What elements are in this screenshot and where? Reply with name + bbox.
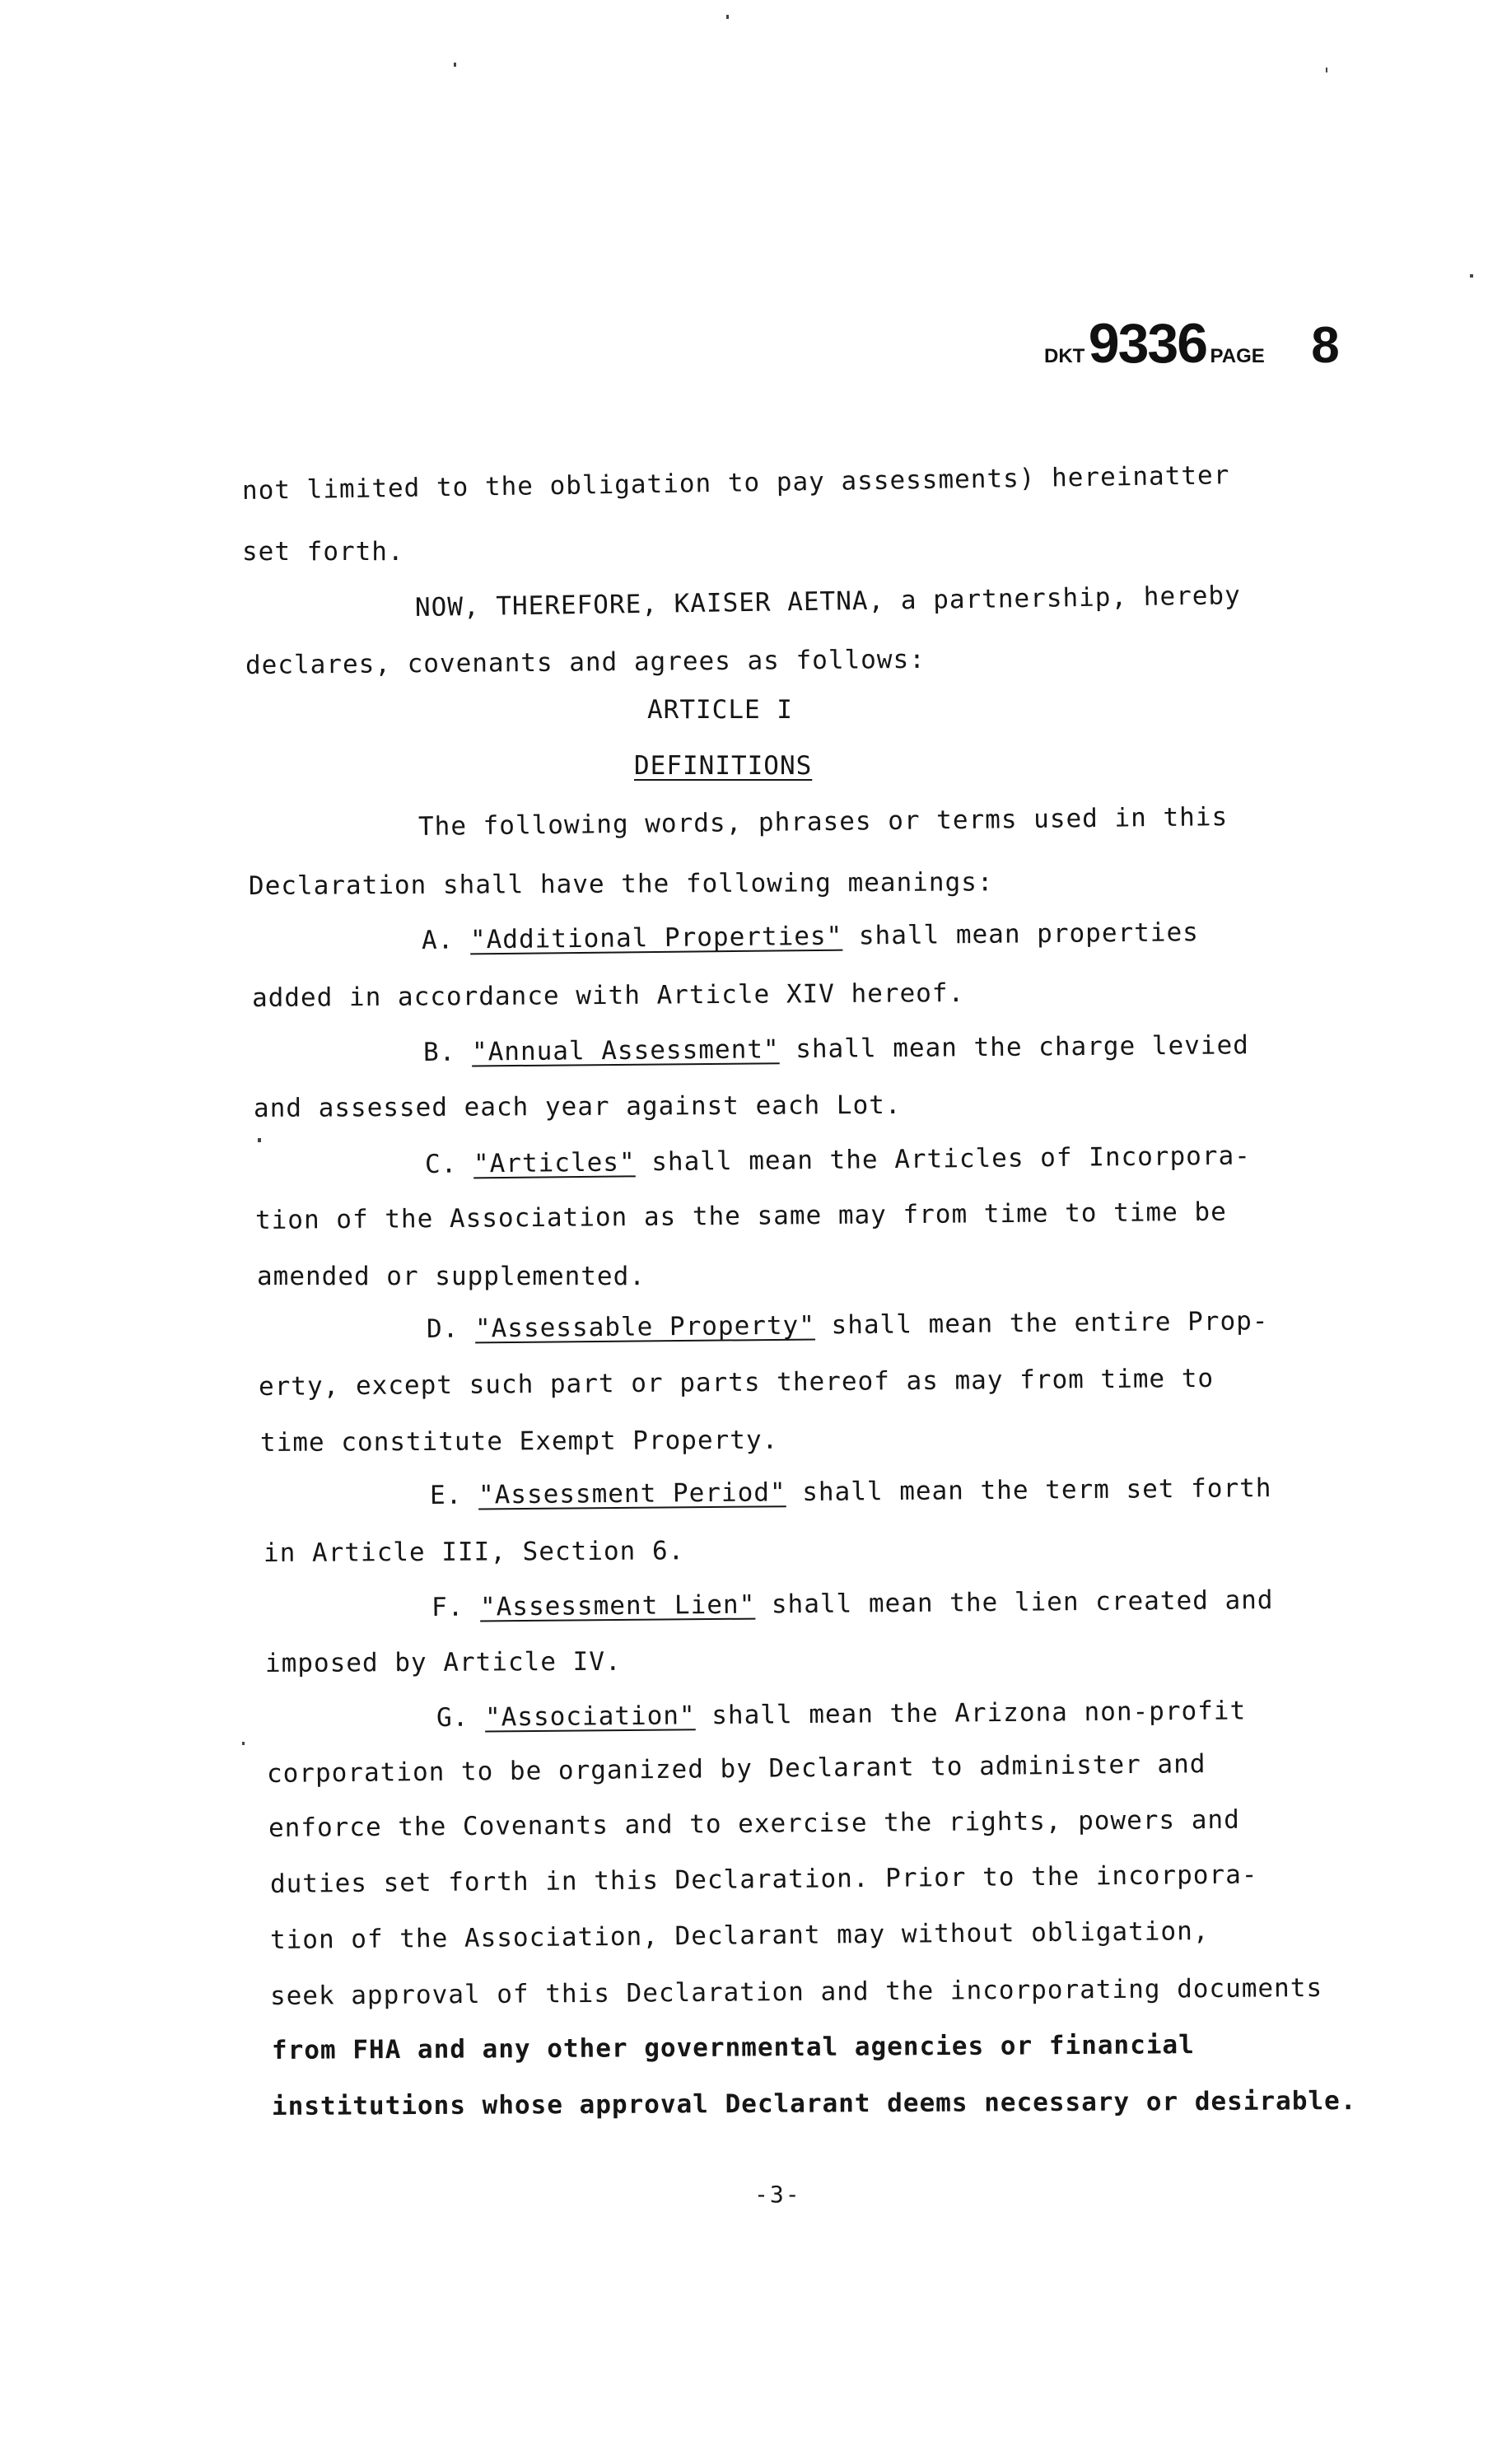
definition-term: "Association" [484, 1701, 696, 1733]
definition-letter: C. [424, 1149, 458, 1179]
definition-term: "Assessment Lien" [479, 1589, 756, 1622]
scan-speck [726, 15, 729, 19]
definition-a-line: added in accordance with Article XIV hereof. [251, 978, 965, 1013]
definition-g-line-3: duties set forth in this Declaration. Prior to the incorpora- [269, 1860, 1258, 1899]
definition-g-line-5: seek approval of this Declaration and the incorporating documents [269, 1972, 1323, 2011]
definition-term: "Assessable Property" [474, 1310, 816, 1344]
intro-line-2: set forth. [242, 537, 404, 567]
definition-g-line-4: tion of the Association, Declarant may without obligation, [269, 1916, 1210, 1955]
definition-letter: E. [429, 1480, 463, 1510]
definition-c-line-2: amended or supplemented. [257, 1262, 646, 1291]
definition-letter: F. [431, 1592, 464, 1622]
definition-g-line-2: enforce the Covenants and to exercise the rights, powers and [268, 1804, 1240, 1843]
definition-d-line-1: erty, except such part or parts thereof as may from time to [258, 1363, 1215, 1402]
definition-text: shall mean the lien created and [755, 1585, 1274, 1620]
definition-d-line-2: time constitute Exempt Property. [259, 1425, 779, 1458]
now-line-2: declares, covenants and agrees as follows: [245, 644, 926, 680]
preamble-line-2: Declaration shall have the following meanings: [248, 867, 994, 901]
definition-g-line-6: from FHA and any other governmental agencies or financial [271, 2030, 1195, 2065]
definition-letter: A. [421, 925, 455, 955]
definition-letter: B. [422, 1037, 456, 1067]
stamp-docket-number: 9336 [1088, 312, 1207, 375]
definition-b-heading [423, 1029, 1249, 1069]
definition-letter: G. [436, 1702, 469, 1733]
article-number: ARTICLE I [647, 695, 793, 725]
definition-f-heading [431, 1584, 1274, 1624]
definition-text: shall mean the Articles of Incorpora- [635, 1141, 1251, 1178]
scan-speck [258, 1138, 261, 1142]
definition-g-line-7: institutions whose approval Declarant deems necessary or desirable. [271, 2086, 1357, 2121]
definition-c-line-1: tion of the Association as the same may from time to time be [254, 1197, 1227, 1235]
definition-g-heading [436, 1694, 1247, 1734]
definition-text: shall mean the entire Prop- [814, 1306, 1269, 1341]
definition-d-heading [427, 1304, 1269, 1346]
definition-text: shall mean the charge levied [779, 1030, 1249, 1065]
definition-e-heading [430, 1472, 1272, 1512]
definition-c-heading [425, 1139, 1251, 1180]
definition-g-line-1: corporation to be organized by Declarant to administer and [266, 1749, 1206, 1789]
definition-e-line: in Article III, Section 6. [263, 1536, 685, 1568]
scan-speck [1470, 274, 1473, 278]
definition-text: shall mean the term set forth [786, 1473, 1272, 1508]
docket-stamp [1044, 311, 1340, 376]
page-folio: -3- [754, 2181, 801, 2208]
now-line-1: NOW, THEREFORE, KAISER AETNA, a partnership, hereby [414, 581, 1242, 623]
definition-term: "Assessment Period" [478, 1477, 786, 1510]
definition-term: "Annual Assessment" [471, 1034, 780, 1067]
stamp-book-label: DKT [1044, 345, 1085, 367]
definition-letter: D. [426, 1314, 459, 1344]
article-title: DEFINITIONS [634, 751, 813, 781]
definition-text: shall mean properties [842, 917, 1200, 951]
preamble-line-1: The following words, phrases or terms used in this [417, 801, 1229, 842]
definition-b-line: and assessed each year against each Lot. [253, 1090, 902, 1123]
definition-term: "Articles" [473, 1147, 636, 1179]
scan-speck [242, 1742, 245, 1745]
scan-speck [454, 63, 456, 67]
definition-term: "Additional Properties" [469, 921, 843, 955]
intro-line-1: not limited to the obligation to pay assessments) hereinatter [241, 460, 1230, 506]
definition-a-heading [422, 916, 1199, 957]
stamp-page-label: PAGE [1210, 345, 1265, 367]
stamp-page-number: 8 [1311, 317, 1340, 374]
definition-text: shall mean the Arizona non-profit [695, 1696, 1247, 1731]
scan-speck [1326, 68, 1327, 72]
definition-f-line: imposed by Article IV. [264, 1646, 622, 1678]
